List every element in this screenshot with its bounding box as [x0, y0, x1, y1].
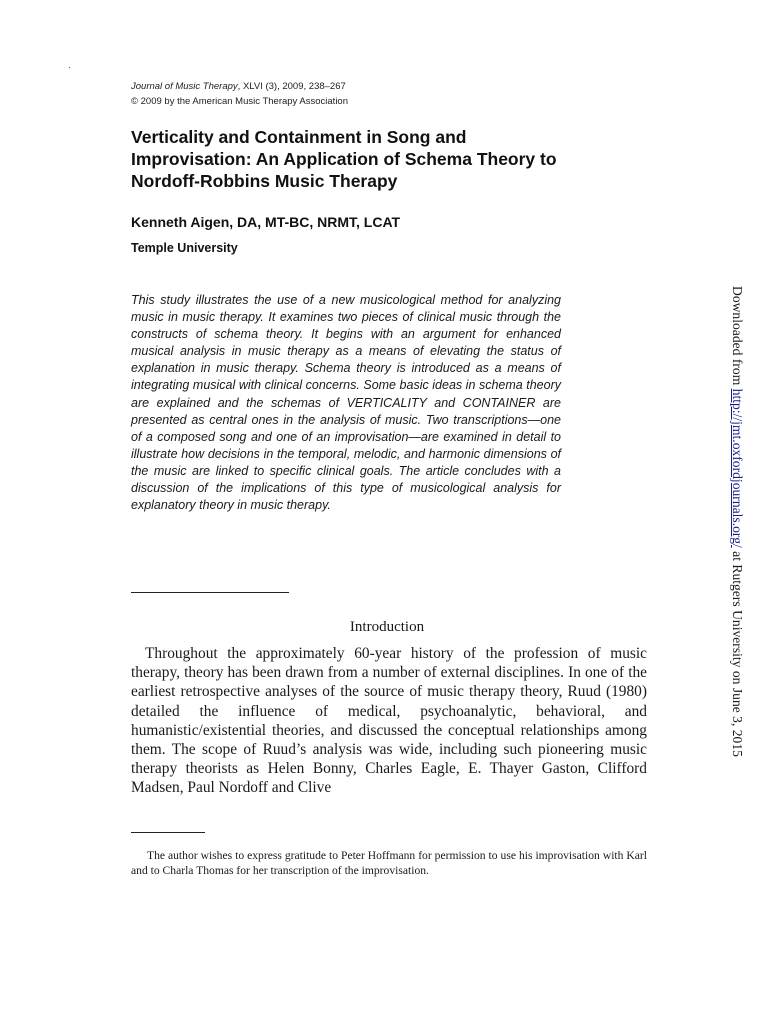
- footnote-divider: [131, 832, 205, 833]
- article-affiliation: Temple University: [131, 241, 238, 255]
- journal-copyright: © 2009 by the American Music Therapy Association: [131, 96, 348, 107]
- journal-name: Journal of Music Therapy: [131, 81, 238, 92]
- introduction-paragraph: Throughout the approximately 60-year history of the profession of music therapy, theory has been drawn from a number of external disciplines. In one of the earliest retrospective analyses of the source of music therapy theory, Ruud (1980) detailed the influence of medical, psychoanalytic, behavioral, and humanistic/existential theories, and discussed the conceptual relationships among them. The scope of Ruud’s analysis was wide, including such pioneering music therapy theorists as Helen Bonny, Charles Eagle, E. Thayer Gaston, Clifford Madsen, Paul Nordoff and Clive: [131, 645, 647, 797]
- journal-site-link[interactable]: http://jmt.oxfordjournals.org/: [730, 388, 745, 548]
- acknowledgement-footnote: The author wishes to express gratitude to Peter Hoffmann for permission to use his improvisation with Karl and to Charla Thomas for her transcription of the improvisation.: [131, 849, 647, 877]
- abstract-divider: [131, 592, 289, 593]
- download-watermark: [729, 286, 745, 757]
- article-author: Kenneth Aigen, DA, MT-BC, NRMT, LCAT: [131, 214, 401, 230]
- journal-citation: [131, 81, 346, 92]
- article-abstract: This study illustrates the use of a new musicological method for analyzing music in music therapy. It examines two pieces of clinical music through the constructs of schema theory. It begins with an argument for enhanced musical analysis in music therapy as a means of elevating the status of explanation in music therapy. Schema theory is introduced as a means of integrating musical with clinical concerns. Some basic ideas in schema theory are explained and the schemas of VERTICALITY and CONTAINER are presented as central ones in the analysis of music. Two transcriptions—one of a composed song and one of an improvisation—are examined in detail to illustrate how decisions in the temporal, melodic, and harmonic dimensions of the music are linked to specific clinical goals. The article concludes with a discussion of the implications of this type of musicological analysis for explanatory theory in music therapy.: [131, 293, 561, 513]
- download-suffix: at Rutgers University on June 3, 2015: [730, 547, 745, 757]
- article-title: Verticality and Containment in Song and Improvisation: An Application of Schema Theory to Nordoff-Robbins Music Therapy: [131, 127, 557, 191]
- journal-volume: , XLVI (3), 2009, 238–267: [237, 81, 346, 92]
- introduction-heading: Introduction: [349, 619, 425, 635]
- download-prefix: Downloaded from: [730, 286, 745, 389]
- stray-mark: ·: [68, 62, 72, 73]
